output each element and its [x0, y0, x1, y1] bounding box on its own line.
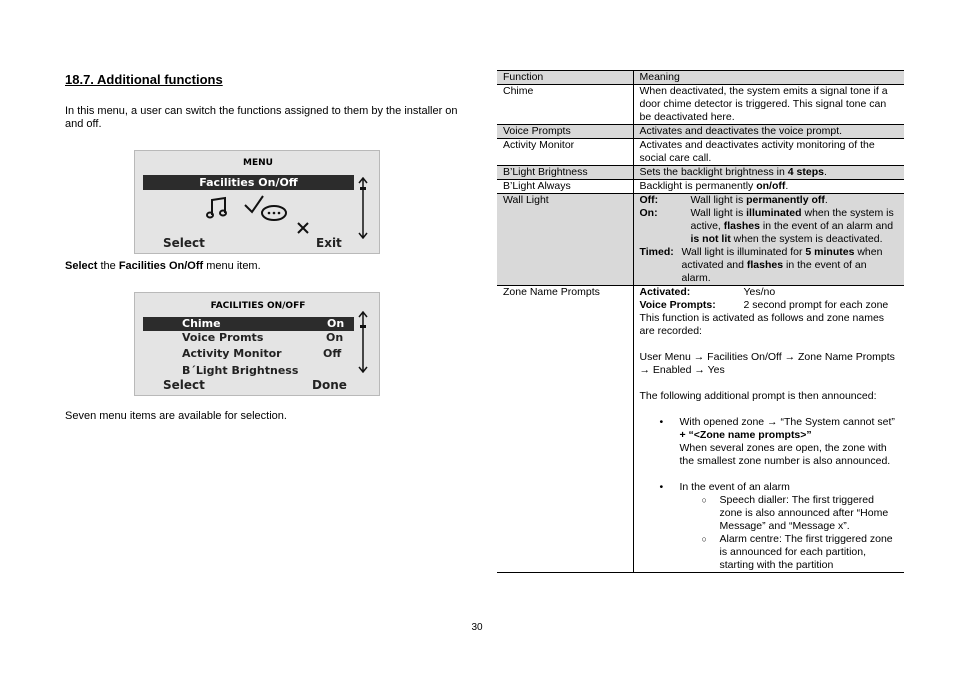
select-softkey: Select	[163, 378, 205, 392]
lcd-menu-title: MENU	[243, 158, 273, 168]
row-label: Voice Promts	[182, 331, 264, 344]
function-meaning: Activated: Yes/no Voice Prompts: 2 second prompt for each zone This function is activated as follows and zone names are recorded: User Menu → Facilities On/Off → Zone Name Prompts → Enabled → Yes The following additional prompt is then announced: • With opened zone → “The System cannot set” + “<Zone name prompts>” When several zones are open, the zone with the smallest zone number is also announced. • In the event of an alarm ○ Speech dialler: The first triggered zone is also announced after “Home Message” and “Message x”. ○ Alarm centre: The first triggered zone is announced for each partition, starting with the partition	[633, 286, 904, 573]
function-name: B’Light Brightness	[497, 166, 633, 180]
section-heading: 18.7. Additional functions	[65, 72, 223, 87]
exit-softkey: Exit	[316, 236, 342, 250]
scrollbar-icon	[357, 177, 369, 239]
table-row	[497, 194, 904, 286]
lcd-menu-screen	[134, 150, 380, 254]
function-meaning: When deactivated, the system emits a signal tone if a door chime detector is triggered. This signal tone can be deactivated here.	[633, 85, 904, 125]
caption-seven-items: Seven menu items are available for selection.	[65, 410, 287, 422]
done-softkey: Done	[312, 378, 347, 392]
function-name: B’Light Always	[497, 180, 633, 194]
select-softkey: Select	[163, 236, 205, 250]
table-row	[497, 139, 904, 166]
row-label: Chime	[182, 317, 221, 330]
row-value: On	[327, 317, 345, 330]
function-name: Activity Monitor	[497, 139, 633, 166]
table-row	[497, 166, 904, 180]
row-label: Activity Monitor	[182, 347, 282, 360]
lcd-highlighted-row	[143, 317, 354, 331]
function-name: Wall Light	[497, 194, 633, 286]
function-meaning: Activates and deactivates activity monitoring of the social care call.	[633, 139, 904, 166]
function-name: Zone Name Prompts	[497, 286, 633, 573]
function-meaning: Activates and deactivates the voice prompt.	[633, 125, 904, 139]
table-row	[497, 286, 904, 573]
scrollbar-icon	[357, 311, 369, 373]
intro-paragraph: In this menu, a user can switch the functions assigned to them by the installer on and off.	[65, 105, 458, 130]
header-function: Function	[497, 71, 633, 85]
function-name: Voice Prompts	[497, 125, 633, 139]
table-header-row	[497, 71, 904, 85]
table-row	[497, 85, 904, 125]
functions-table	[497, 70, 904, 573]
row-label: B´Light Brightness	[182, 364, 299, 377]
voice-prompt-icon	[243, 193, 289, 223]
lcd-facilities-title: FACILITIES ON/OFF	[210, 301, 306, 311]
header-meaning: Meaning	[633, 71, 904, 85]
lcd-facilities-screen	[134, 292, 380, 396]
table-row	[497, 125, 904, 139]
page-number: 30	[471, 622, 483, 633]
row-value: Off	[323, 347, 342, 360]
row-value: On	[326, 331, 344, 344]
lcd-highlighted-item: Facilities On/Off	[143, 175, 354, 190]
function-meaning: Off: Wall light is permanently off. On: Wall light is illuminated when the system is active, flashes in the event of an alarm and is not lit when the system is deactivated. Timed: Wall light is illuminated for 5 minutes when activated and flashes in the event of an alarm.	[633, 194, 904, 286]
function-meaning: Backlight is permanently on/off.	[633, 180, 904, 194]
function-name: Chime	[497, 85, 633, 125]
table-row	[497, 180, 904, 194]
close-icon	[296, 221, 310, 235]
caption-select-item: Select the Facilities On/Off menu item.	[65, 260, 261, 272]
function-meaning: Sets the backlight brightness in 4 steps.	[633, 166, 904, 180]
music-note-icon	[205, 195, 231, 221]
